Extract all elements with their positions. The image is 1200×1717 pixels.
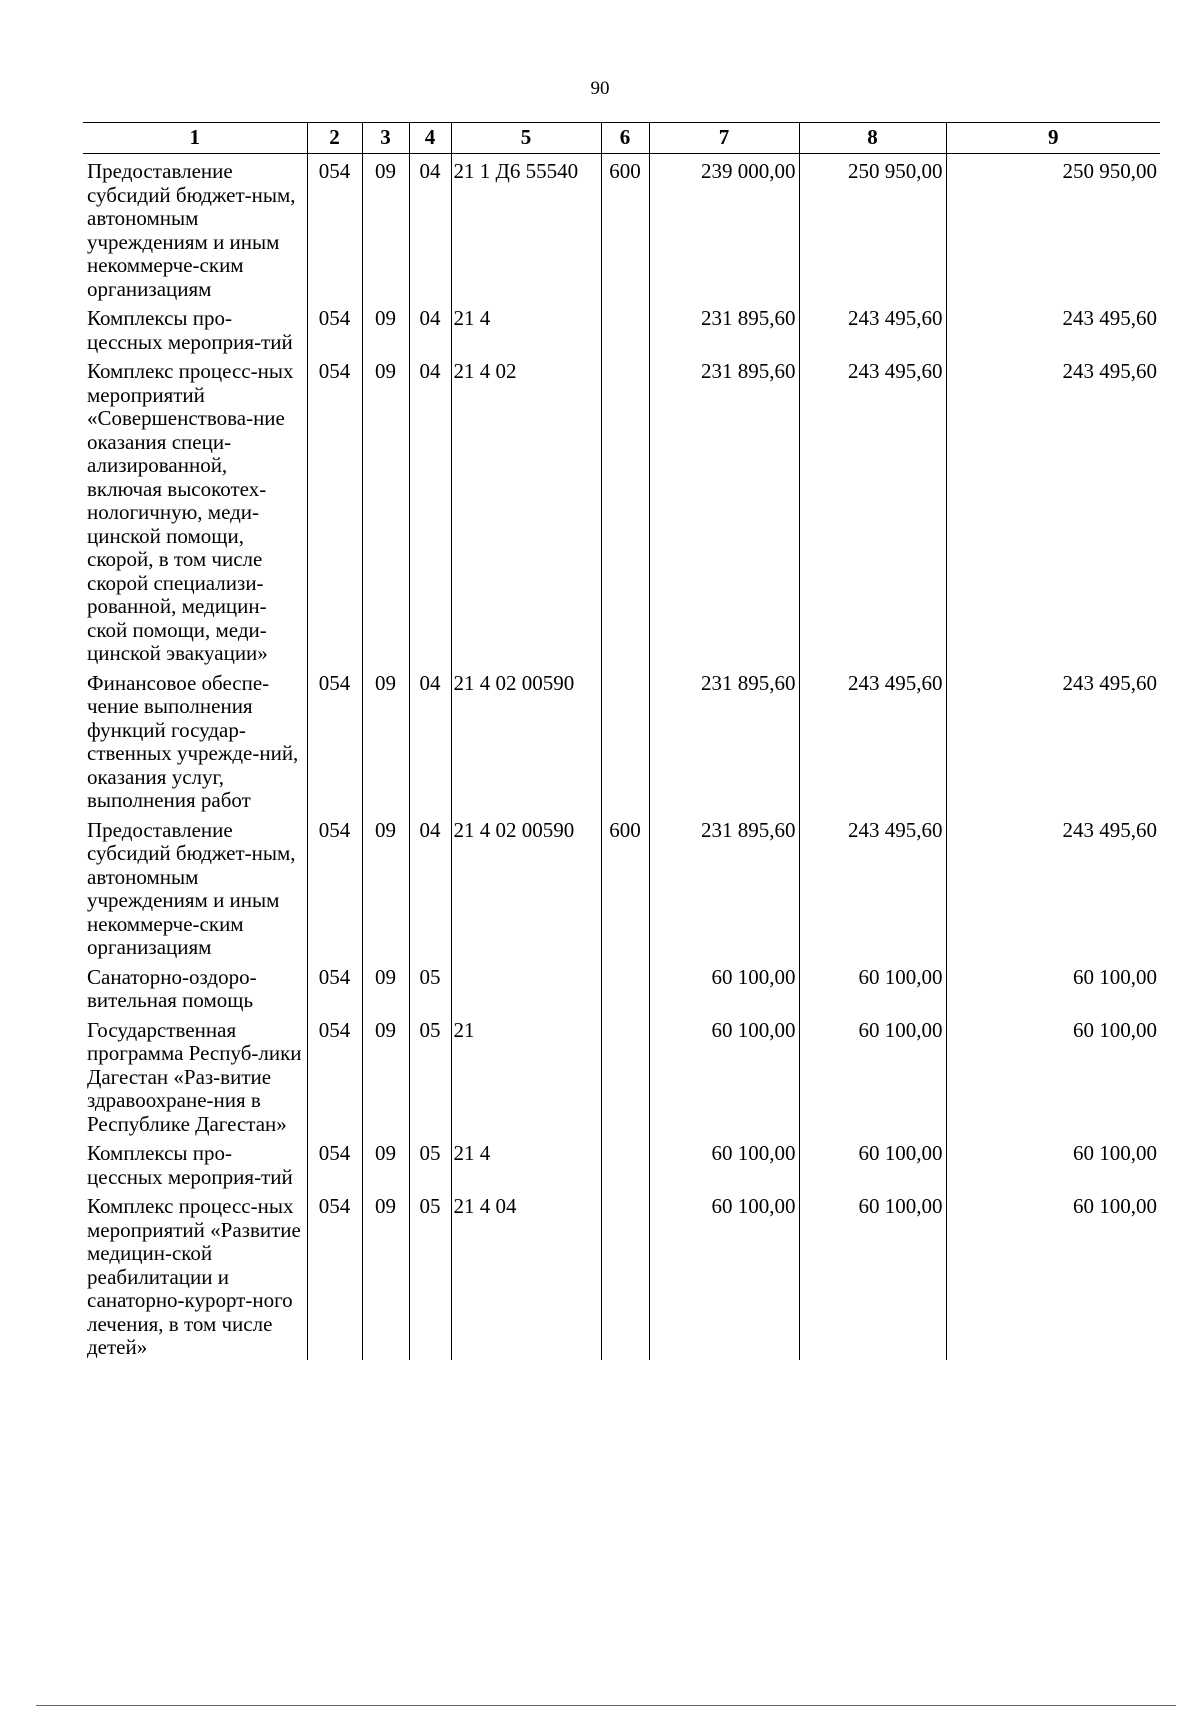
amount-col-7: 239 000,00 — [649, 154, 799, 302]
section-code: 09 — [362, 301, 409, 354]
item-name: Финансовое обеспе-чение выполнения функций государ-ственных учрежде-ний, оказания услуг, выполнения работ — [87, 670, 299, 812]
table-header — [83, 123, 1160, 154]
section-code: 09 — [362, 154, 409, 302]
subsection-code: 05 — [409, 1189, 451, 1360]
table-row — [83, 154, 1160, 302]
target-article-code: 21 4 — [451, 301, 601, 354]
amount-col-9: 60 100,00 — [946, 1136, 1160, 1189]
ministry-code: 054 — [307, 1189, 362, 1360]
amount-col-7: 60 100,00 — [649, 1136, 799, 1189]
header-cell: 7 — [649, 123, 799, 154]
table-row — [83, 813, 1160, 960]
ministry-code: 054 — [307, 1013, 362, 1137]
amount-col-8: 60 100,00 — [799, 1189, 946, 1360]
target-article-code: 21 4 02 00590 — [451, 813, 601, 960]
expense-type-code — [601, 960, 649, 1013]
item-name: Предоставление субсидий бюджет-ным, автономным учреждениям и иным некоммерче-ским организациям — [87, 817, 296, 959]
item-name: Санаторно-оздоро-вительная помощь — [87, 964, 257, 1012]
table-row — [83, 354, 1160, 666]
ministry-code: 054 — [307, 666, 362, 813]
header-row — [83, 123, 1160, 154]
header-cell: 8 — [799, 123, 946, 154]
target-article-code: 21 — [451, 1013, 601, 1137]
amount-col-8: 243 495,60 — [799, 301, 946, 354]
section-code: 09 — [362, 354, 409, 666]
amount-col-9: 60 100,00 — [946, 1189, 1160, 1360]
item-name: Комплексы про-цессных мероприя-тий — [87, 1141, 293, 1189]
expense-type-code — [601, 354, 649, 666]
expense-type-code — [601, 1013, 649, 1137]
ministry-code: 054 — [307, 1136, 362, 1189]
section-code: 09 — [362, 960, 409, 1013]
item-name: Комплекс процесс-ных мероприятий «Развитие медицин-ской реабилитации и санаторно-курорт-ного лечения, в том числе детей» — [87, 1194, 301, 1359]
ministry-code: 054 — [307, 960, 362, 1013]
item-name: Комплексы про-цессных мероприя-тий — [87, 306, 293, 354]
expense-type-code — [601, 1136, 649, 1189]
amount-col-7: 60 100,00 — [649, 1189, 799, 1360]
header-cell: 5 — [451, 123, 601, 154]
amount-col-9: 250 950,00 — [946, 154, 1160, 302]
target-article-code: 21 4 04 — [451, 1189, 601, 1360]
target-article-code: 21 4 02 00590 — [451, 666, 601, 813]
amount-col-9: 243 495,60 — [946, 354, 1160, 666]
amount-col-9: 243 495,60 — [946, 666, 1160, 813]
target-article-code — [451, 960, 601, 1013]
item-name: Государственная программа Респуб-лики Дагестан «Раз-витие здравоохране-ния в Республике Дагестан» — [87, 1017, 302, 1136]
header-cell: 9 — [946, 123, 1160, 154]
header-cell: 3 — [362, 123, 409, 154]
amount-col-9: 60 100,00 — [946, 960, 1160, 1013]
expense-type-code — [601, 301, 649, 354]
amount-col-8: 60 100,00 — [799, 1136, 946, 1189]
subsection-code: 04 — [409, 154, 451, 302]
amount-col-7: 231 895,60 — [649, 666, 799, 813]
subsection-code: 04 — [409, 301, 451, 354]
subsection-code: 04 — [409, 354, 451, 666]
ministry-code: 054 — [307, 354, 362, 666]
ministry-code: 054 — [307, 154, 362, 302]
section-code: 09 — [362, 1189, 409, 1360]
header-cell: 1 — [83, 123, 307, 154]
section-code: 09 — [362, 1013, 409, 1137]
header-cell: 6 — [601, 123, 649, 154]
section-code: 09 — [362, 666, 409, 813]
expense-type-code — [601, 666, 649, 813]
subsection-code: 05 — [409, 960, 451, 1013]
ministry-code: 054 — [307, 301, 362, 354]
target-article-code: 21 1 Д6 55540 — [451, 154, 601, 302]
amount-col-8: 243 495,60 — [799, 666, 946, 813]
expense-type-code: 600 — [601, 813, 649, 960]
expense-type-code: 600 — [601, 154, 649, 302]
target-article-code: 21 4 02 — [451, 354, 601, 666]
amount-col-7: 231 895,60 — [649, 354, 799, 666]
table-body — [83, 154, 1160, 1360]
table-row — [83, 301, 1160, 354]
subsection-code: 04 — [409, 813, 451, 960]
section-code: 09 — [362, 813, 409, 960]
table-row — [83, 960, 1160, 1013]
target-article-code: 21 4 — [451, 1136, 601, 1189]
subsection-code: 05 — [409, 1013, 451, 1137]
amount-col-8: 243 495,60 — [799, 354, 946, 666]
amount-col-9: 243 495,60 — [946, 813, 1160, 960]
table-row — [83, 1189, 1160, 1360]
table-row — [83, 666, 1160, 813]
amount-col-9: 60 100,00 — [946, 1013, 1160, 1137]
amount-col-8: 243 495,60 — [799, 813, 946, 960]
amount-col-7: 231 895,60 — [649, 813, 799, 960]
item-name: Предоставление субсидий бюджет-ным, автономным учреждениям и иным некоммерче-ским организациям — [87, 159, 296, 301]
section-code: 09 — [362, 1136, 409, 1189]
page-number: 90 — [590, 78, 610, 99]
amount-col-8: 60 100,00 — [799, 960, 946, 1013]
budget-table — [83, 122, 1160, 1360]
amount-col-7: 60 100,00 — [649, 1013, 799, 1137]
subsection-code: 05 — [409, 1136, 451, 1189]
header-cell: 4 — [409, 123, 451, 154]
table-row — [83, 1136, 1160, 1189]
header-cell: 2 — [307, 123, 362, 154]
table-row — [83, 1013, 1160, 1137]
amount-col-8: 250 950,00 — [799, 154, 946, 302]
bottom-rule — [36, 1705, 1176, 1706]
expense-type-code — [601, 1189, 649, 1360]
amount-col-7: 60 100,00 — [649, 960, 799, 1013]
subsection-code: 04 — [409, 666, 451, 813]
amount-col-9: 243 495,60 — [946, 301, 1160, 354]
ministry-code: 054 — [307, 813, 362, 960]
amount-col-7: 231 895,60 — [649, 301, 799, 354]
item-name: Комплекс процесс-ных мероприятий «Совершенствова-ние оказания специ-ализированной, включая высокотех-нологичную, меди-цинской помощи, скорой, в том числе скорой специализи-рованной, медицин-ской помощи, меди-цинской эвакуации» — [87, 359, 294, 665]
amount-col-8: 60 100,00 — [799, 1013, 946, 1137]
